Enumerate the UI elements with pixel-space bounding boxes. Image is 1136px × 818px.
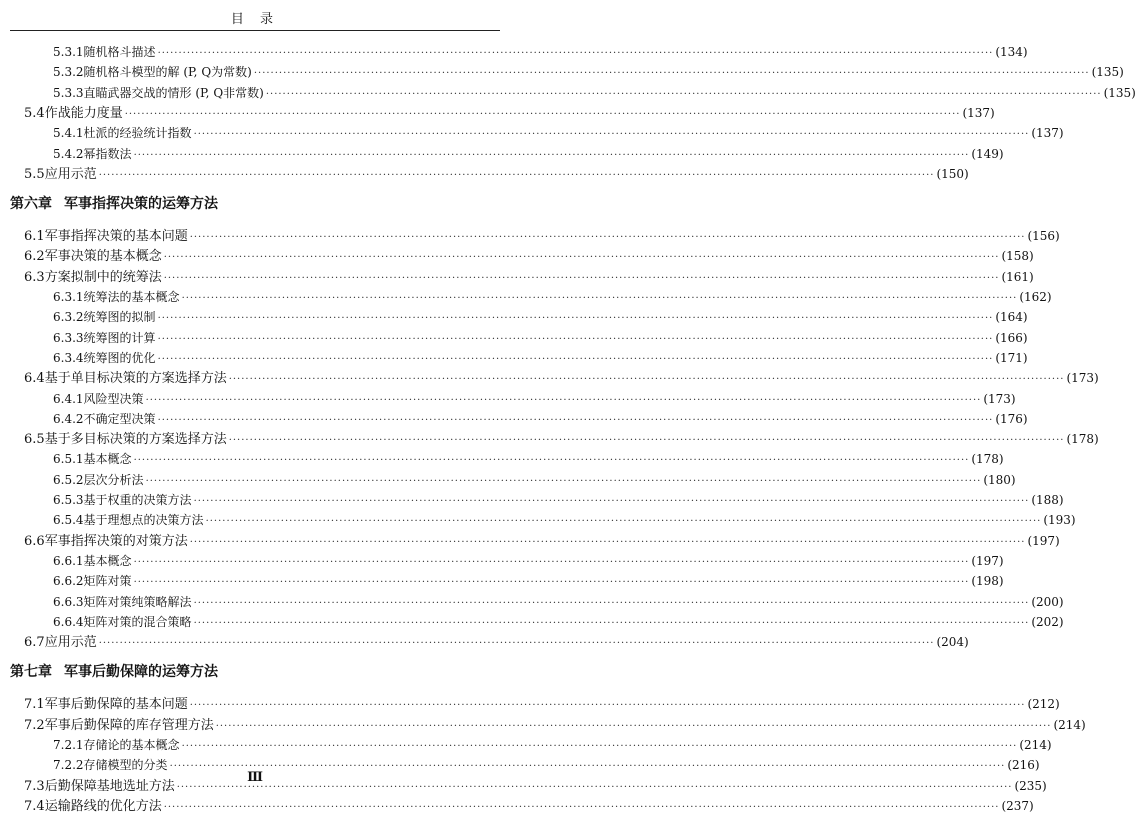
toc-section-entry[interactable]: [24, 429, 1099, 449]
toc-subsection-entry[interactable]: [53, 592, 1064, 612]
toc-entry-title: 后勤保障基地选址方法: [44, 778, 175, 794]
toc-entry-number: 6.3.4: [53, 350, 84, 365]
toc-entry-number: 6.6.3: [53, 594, 84, 609]
dot-leader: ········································································································································································································: [253, 68, 1090, 80]
toc-entry-number: 5.3.2: [53, 65, 84, 80]
toc-subsection-entry[interactable]: [53, 612, 1064, 632]
toc-entry-title: 基于权重的决策方法: [83, 493, 192, 507]
toc-entry-title: 方案拟制中的统筹法: [44, 269, 162, 285]
dot-leader: ········································································································································································································: [228, 435, 1065, 447]
toc-section-entry[interactable]: [24, 226, 1060, 246]
toc-section-entry[interactable]: [24, 632, 969, 652]
toc-entry-number: 6.5.2: [53, 472, 84, 487]
dot-leader: ········································································································································································································: [181, 741, 1018, 752]
toc-entry-title: 基本概念: [83, 553, 132, 568]
toc-subsection-entry[interactable]: [53, 123, 1064, 143]
toc-entry-title: 不确定型决策: [83, 411, 156, 426]
toc-entry-title: 基本概念: [83, 452, 132, 467]
dot-leader: ········································································································································································································: [163, 272, 1000, 284]
toc-entry-title: 层次分析法: [83, 472, 144, 487]
toc-entry-page: (197): [1027, 533, 1060, 548]
toc-section-entry[interactable]: [24, 368, 1099, 388]
toc-entry-number: 6.5: [24, 432, 45, 448]
toc-entry-title: 军事指挥决策的基本问题: [44, 229, 188, 245]
toc-subsection-entry[interactable]: [53, 735, 1052, 755]
toc-entry-page: (188): [1031, 493, 1064, 507]
toc-entry-title: 应用示范: [44, 635, 97, 651]
toc-entry-number: 5.3.1: [53, 45, 84, 59]
toc-subsection-entry[interactable]: [53, 42, 1028, 62]
dot-leader: ········································································································································································································: [98, 169, 935, 181]
dot-leader: ········································································································································································································: [145, 394, 982, 406]
toc-entry-page: (178): [1066, 432, 1099, 447]
dot-leader: ········································································································································································································: [189, 700, 1026, 712]
dot-leader: ········································································································································································································: [193, 597, 1030, 609]
toc-entry-number: 6.6: [24, 533, 45, 549]
toc-entry-page: (202): [1031, 614, 1064, 629]
toc-entry-title: 统筹图的计算: [83, 330, 156, 345]
toc-entry-page: (200): [1031, 594, 1064, 609]
toc-entry-number: 6.6.1: [53, 553, 84, 568]
dot-leader: ········································································································································································································: [157, 353, 994, 365]
dot-leader: ········································································································································································································: [124, 108, 961, 120]
toc-entry-number: 7.2.2: [53, 758, 84, 773]
toc-subsection-entry[interactable]: [53, 551, 1004, 571]
toc-entry-title: 矩阵对策纯策略解法: [83, 594, 192, 609]
toc-subsection-entry[interactable]: [53, 62, 1124, 82]
toc-subsection-entry[interactable]: [53, 389, 1016, 409]
chapter-heading: [10, 192, 494, 216]
dot-leader: ········································································································································································································: [133, 149, 970, 161]
toc-section-entry[interactable]: [24, 694, 1060, 714]
dot-leader: ········································································································································································································: [169, 761, 1006, 773]
toc-section-entry[interactable]: [24, 103, 995, 123]
toc-subsection-entry[interactable]: [53, 328, 1028, 348]
toc-entry-number: 6.4: [24, 371, 45, 387]
toc-entry-title: 军事决策的基本概念: [44, 249, 162, 265]
toc-entry-page: (134): [995, 45, 1028, 59]
chapter-heading: [10, 660, 494, 684]
toc-entry-title: 矩阵对策: [83, 574, 132, 589]
toc-entry-number: 6.1: [24, 229, 45, 245]
toc-entry-page: (214): [1019, 738, 1052, 752]
toc-entry-number: 6.6.4: [53, 614, 84, 629]
header-rule: [10, 30, 500, 31]
toc-entry-number: 6.3: [24, 269, 45, 285]
toc-entry-number: 6.5.3: [53, 493, 84, 507]
dot-leader: ········································································································································································································: [176, 781, 1013, 793]
toc-entry-number: 6.3.1: [53, 290, 84, 304]
toc-entry-page: (135): [1103, 85, 1136, 100]
dot-leader: ········································································································································································································: [189, 536, 1026, 548]
toc-entry-title: 直瞄武器交战的情形 (P, Q非常数): [83, 85, 264, 100]
dot-leader: ········································································································································································································: [133, 577, 970, 589]
toc-subsection-entry[interactable]: [53, 307, 1028, 327]
toc-entry-page: (135): [1091, 65, 1124, 80]
toc-entry-page: (204): [936, 635, 969, 650]
toc-subsection-entry[interactable]: [53, 490, 1064, 510]
toc-entry-page: (137): [962, 105, 995, 120]
toc-subsection-entry[interactable]: [53, 571, 1004, 591]
dot-leader: ········································································································································································································: [163, 801, 1000, 813]
toc-entry-page: (156): [1027, 229, 1060, 244]
toc-entry-title: 作战能力度量: [44, 105, 123, 121]
dot-leader: ········································································································································································································: [157, 48, 994, 59]
toc-entry-title: 统筹法的基本概念: [83, 290, 180, 304]
dot-leader: ········································································································································································································: [181, 293, 1018, 304]
dot-leader: ········································································································································································································: [228, 374, 1065, 386]
toc-section-entry[interactable]: [24, 164, 969, 184]
toc-entry-number: 7.2.1: [53, 738, 84, 752]
toc-entry-page: (180): [983, 472, 1016, 487]
toc-subsection-entry[interactable]: [53, 144, 1004, 164]
toc-entry-title: 基于单目标决策的方案选择方法: [44, 371, 227, 387]
toc-entry-title: 统筹图的拟制: [83, 310, 156, 325]
dot-leader: ········································································································································································································: [145, 475, 982, 487]
toc-section-entry[interactable]: [24, 246, 1034, 266]
toc-entry-title: 存储模型的分类: [83, 758, 168, 773]
toc-entry-title: 军事指挥决策的对策方法: [44, 533, 188, 549]
toc-entry-page: (164): [995, 310, 1028, 325]
toc-entry-page: (171): [995, 350, 1028, 365]
toc-entry-page: (178): [971, 452, 1004, 467]
toc-subsection-entry[interactable]: [53, 470, 1016, 490]
toc-entry-page: (162): [1019, 290, 1052, 304]
toc-subsection-entry[interactable]: [53, 409, 1028, 429]
dot-leader: ········································································································································································································: [193, 129, 1030, 141]
toc-entry-page: (235): [1014, 778, 1047, 793]
toc-entry-page: (193): [1043, 513, 1076, 528]
toc-entry-page: (216): [1007, 758, 1040, 773]
page-number: Ⅲ: [247, 770, 263, 785]
toc-subsection-entry[interactable]: [53, 83, 1136, 103]
toc-subsection-entry[interactable]: [53, 287, 1052, 307]
toc-entry-number: 6.3.2: [53, 310, 84, 325]
toc-entry-page: (137): [1031, 126, 1064, 141]
dot-leader: ········································································································································································································: [157, 313, 994, 325]
toc-section-entry[interactable]: [24, 531, 1060, 551]
toc-entry-number: 6.2: [24, 249, 45, 265]
toc-entry-title: 军事后勤保障的库存管理方法: [44, 717, 214, 733]
toc-entry-page: (212): [1027, 697, 1060, 712]
dot-leader: ········································································································································································································: [205, 516, 1042, 528]
toc-entry-number: 5.4: [24, 105, 45, 121]
toc-entry-number: 5.4.1: [53, 126, 84, 141]
dot-leader: ········································································································································································································: [193, 496, 1030, 507]
toc-entry-number: 7.4: [24, 798, 45, 814]
toc-entry-title: 风险型决策: [83, 391, 144, 406]
dot-leader: ········································································································································································································: [163, 252, 1000, 264]
toc-entry-title: 统筹图的优化: [83, 350, 156, 365]
toc-section-entry[interactable]: [24, 796, 1034, 816]
chapter-number: 第七章: [10, 664, 52, 681]
toc-entry-page: (149): [971, 146, 1004, 161]
dot-leader: ········································································································································································································: [133, 556, 970, 568]
toc-entry-number: 6.7: [24, 635, 45, 651]
toc-entry-title: 基于多目标决策的方案选择方法: [44, 432, 227, 448]
toc-entry-number: 6.4.1: [53, 391, 84, 406]
toc-entry-title: 杜派的经验统计指数: [83, 126, 192, 141]
toc-entry-page: (214): [1053, 717, 1086, 732]
toc-entry-title: 运输路线的优化方法: [44, 798, 162, 814]
toc-entry-number: 7.3: [24, 778, 45, 794]
toc-entry-page: (166): [995, 330, 1028, 345]
toc-entry-page: (150): [936, 166, 969, 181]
dot-leader: ········································································································································································································: [98, 638, 935, 650]
toc-entry-page: (197): [971, 553, 1004, 568]
chapter-title: 军事后勤保障的运筹方法: [64, 664, 218, 681]
toc-entry-page: (158): [1001, 249, 1034, 264]
toc-entry-title: 军事后勤保障的基本问题: [44, 697, 188, 713]
dot-leader: ········································································································································································································: [215, 720, 1052, 732]
dot-leader: ········································································································································································································: [157, 414, 994, 426]
page-header: [0, 0, 510, 34]
toc-entry-page: (161): [1001, 269, 1034, 284]
dot-leader: ········································································································································································································: [157, 333, 994, 345]
toc-entry-number: 7.1: [24, 697, 45, 713]
dot-leader: ········································································································································································································: [189, 232, 1026, 244]
dot-leader: ········································································································································································································: [265, 88, 1102, 100]
toc-entry-page: (173): [983, 391, 1016, 406]
toc-entry-page: (173): [1066, 371, 1099, 386]
toc-entry-number: 6.5.1: [53, 452, 84, 467]
toc-entry-title: 随机格斗描述: [83, 45, 156, 59]
toc-entry-page: (237): [1001, 798, 1034, 813]
chapter-title: 军事指挥决策的运筹方法: [64, 196, 218, 213]
toc-entry-number: 5.5: [24, 166, 45, 182]
dot-leader: ········································································································································································································: [133, 455, 970, 467]
toc-entry-title: 应用示范: [44, 166, 97, 182]
toc-entry-page: (176): [995, 411, 1028, 426]
chapter-number: 第六章: [10, 196, 52, 213]
toc-subsection-entry[interactable]: [53, 449, 1004, 469]
toc-entry-page: (198): [971, 574, 1004, 589]
toc-entry-title: 随机格斗模型的解 (P, Q为常数): [83, 65, 252, 80]
toc-entry-number: 6.3.3: [53, 330, 84, 345]
toc-entry-number: 5.4.2: [53, 146, 84, 161]
toc-subsection-entry[interactable]: [53, 510, 1076, 530]
header-title: 目 录: [230, 12, 280, 27]
toc-subsection-entry[interactable]: [53, 348, 1028, 368]
toc-entry-title: 幂指数法: [83, 146, 132, 161]
toc-entry-number: 6.4.2: [53, 411, 84, 426]
toc-entry-number: 6.5.4: [53, 513, 84, 528]
toc-section-entry[interactable]: [24, 715, 1086, 735]
toc-entry-title: 矩阵对策的混合策略: [83, 614, 192, 629]
dot-leader: ········································································································································································································: [193, 617, 1030, 629]
toc-entry-number: 5.3.3: [53, 85, 84, 100]
toc-section-entry[interactable]: [24, 267, 1034, 287]
toc-entry-title: 基于理想点的决策方法: [83, 513, 204, 528]
toc-entry-title: 存储论的基本概念: [83, 738, 180, 752]
toc-entry-number: 7.2: [24, 717, 45, 733]
toc-entry-number: 6.6.2: [53, 574, 84, 589]
